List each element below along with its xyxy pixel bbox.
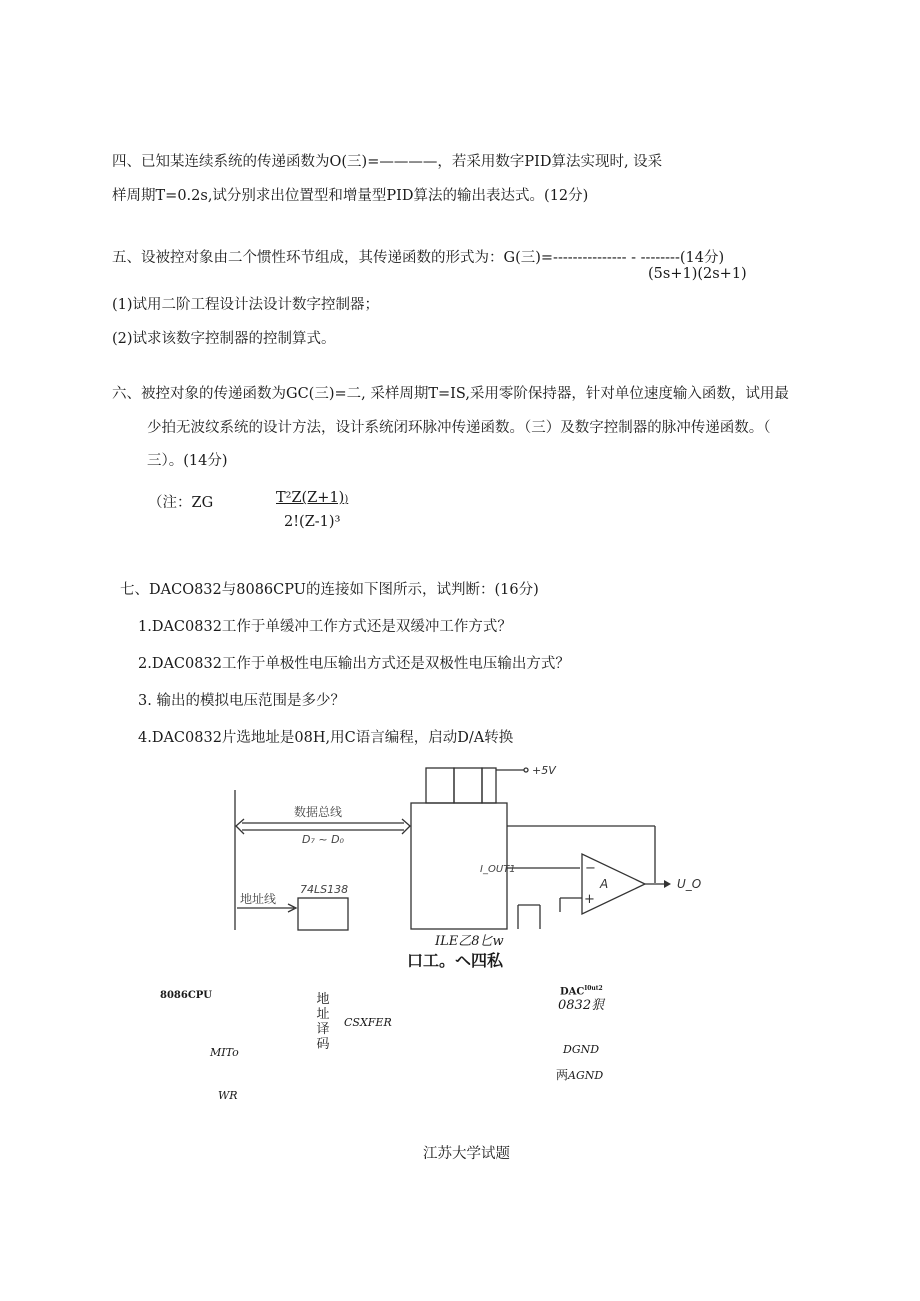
output-label: U_O bbox=[677, 877, 702, 891]
q7-line1: 七、DACO832与8086CPU的连接如下图所示，试判断：(16分) bbox=[120, 582, 539, 598]
opamp-label: A bbox=[600, 877, 609, 891]
mito-label: MITo bbox=[210, 1046, 239, 1059]
address-decode-char: 址 bbox=[316, 1007, 330, 1022]
q6-line2: 少拍无波纹系统的设计方法，设计系统闭环脉冲传递函数。（三）及数字控制器的脉冲传递函数。（ bbox=[147, 420, 771, 436]
q5-line1: 五、设被控对象由二个惯性环节组成，其传递函数的形式为：G(三)=--------------- - --------(14分) bbox=[112, 250, 725, 266]
q6-note-denominator: 2!(Z-1)³ bbox=[284, 514, 341, 530]
q7-item4: 4.DAC0832片选地址是08H,用C语言编程，启动D/A转换 bbox=[138, 730, 514, 746]
opamp-plus: + bbox=[584, 892, 595, 907]
q7-item1: 1.DAC0832工作于单缓冲工作方式还是双缓冲工作方式？ bbox=[138, 619, 512, 635]
q4-line2: 样周期T=0.2s,试分别求出位置型和增量型PID算法的输出表达式。(12分) bbox=[112, 188, 589, 204]
cpu-label: 8086CPU bbox=[160, 990, 213, 1001]
address-line-label: 地址线 bbox=[240, 892, 277, 906]
decoder-chip-label: 74LS138 bbox=[300, 883, 349, 896]
q6-line3: 三）。(14分) bbox=[147, 453, 228, 469]
dgnd-label: DGND bbox=[563, 1043, 600, 1056]
q6-line1: 六、被控对象的传递函数为GC(三)=二, 采样周期T=IS,采用零阶保持器，针对单位速度输入函数，试用最 bbox=[112, 386, 789, 402]
q7-item3: 3. 输出的模拟电压范围是多少？ bbox=[138, 693, 345, 709]
dac-label: $DAC^{I0ut2}$ bbox=[560, 985, 603, 998]
q5-item2: (2)试求该数字控制器的控制算式。 bbox=[112, 331, 336, 347]
supply-label: +5V bbox=[532, 764, 556, 777]
data-bus-range: D₇ ~ D₀ bbox=[302, 833, 344, 846]
ile-label: ILE乙8匕w bbox=[435, 934, 504, 949]
q7-item2: 2.DAC0832工作于单极性电压输出方式还是双极性电压输出方式？ bbox=[138, 656, 570, 672]
csxfer-label: CSXFER bbox=[344, 1016, 392, 1029]
address-decode-char: 码 bbox=[316, 1037, 330, 1052]
q6-note-numerator: T²Z(Z+1)) bbox=[276, 490, 349, 506]
opamp-minus: − bbox=[585, 861, 596, 876]
data-bus-label: 数据总线 bbox=[294, 805, 343, 819]
q5-item1: (1)试用二阶工程设计法设计数字控制器； bbox=[112, 297, 380, 313]
page-footer: 江苏大学试题 bbox=[423, 1146, 510, 1162]
q4-line1: 四、已知某连续系统的传递函数为O(三)=————，若采用数字PID算法实现时, 设采 bbox=[112, 154, 663, 170]
q6-note-label: （注：ZG bbox=[148, 495, 214, 511]
address-decode-label bbox=[316, 992, 330, 1052]
address-decode-char: 地 bbox=[316, 992, 330, 1007]
iout1-label: I_OUT1 bbox=[480, 864, 516, 875]
agnd-label: 两AGND bbox=[556, 1068, 604, 1082]
wr-label: WR bbox=[218, 1089, 238, 1102]
address-decode-char: 译 bbox=[316, 1022, 330, 1037]
q5-denominator: (5s+1)(2s+1) bbox=[648, 266, 747, 282]
dac-model-label: 0832狠 bbox=[558, 998, 605, 1013]
garbled-label: 口工。ヘ四私 bbox=[407, 951, 504, 970]
